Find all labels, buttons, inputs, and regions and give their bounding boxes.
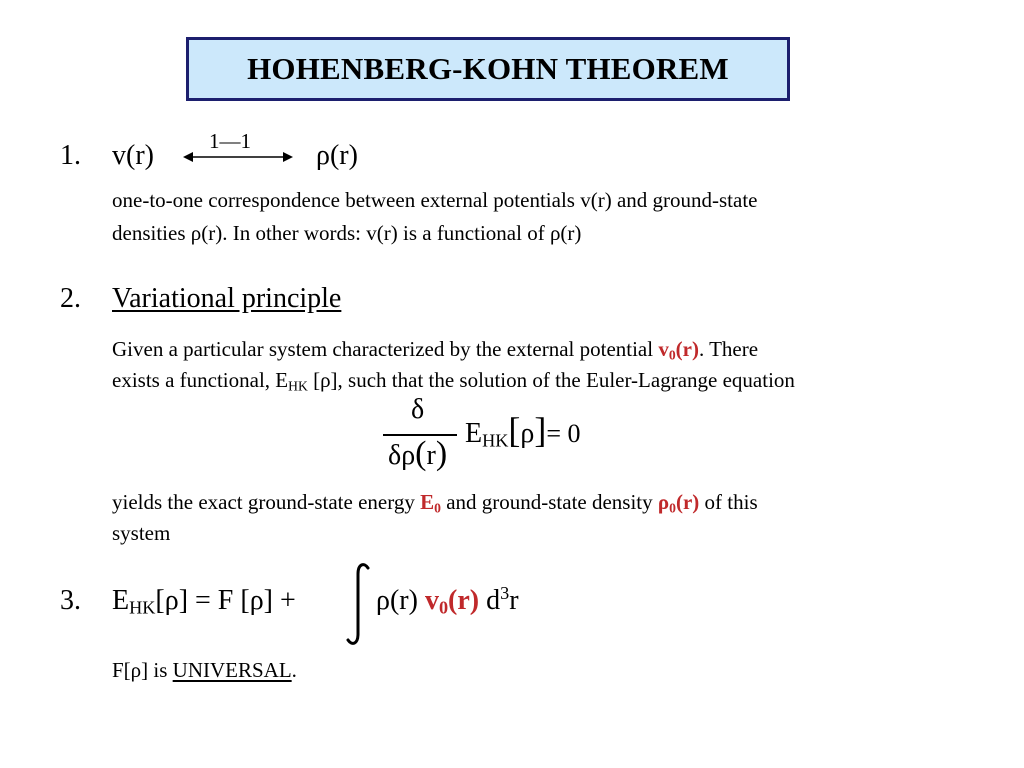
item1-number: 1.	[60, 140, 81, 171]
item3-equation-right: ρ(r) $v_0(r)$ $d^3r$	[376, 583, 519, 618]
integral-icon	[344, 562, 374, 646]
item2-p1-text: Given a particular system characterized by the external potential	[112, 337, 659, 361]
equation-denominator: δρ(r)	[388, 435, 448, 472]
equation-functional: $E_{HK}[\rho]= 0$	[465, 410, 581, 451]
item2-p1-end: . There	[698, 337, 759, 361]
double-arrow-icon	[183, 150, 293, 164]
v0r-symbol: $v_0(r)$	[424, 585, 480, 618]
item2-paragraph-line2: exists a functional, $E_{HK}$ [ρ], such that the solution of the Euler-Lagrange equation	[112, 368, 795, 394]
item2-number: 2.	[60, 283, 81, 314]
item2-heading: Variational principle	[112, 283, 342, 314]
equation-numerator: δ	[411, 394, 425, 425]
item1-arrow-label: 1—1	[209, 129, 251, 153]
item1-text-line1: one-to-one correspondence between external potentials v(r) and ground-state	[112, 188, 758, 212]
title-box	[186, 37, 790, 101]
item3-equation-left: $E_{HK}[\rho] = F$ [ρ] +	[112, 585, 296, 618]
item2-paragraph-line1	[112, 337, 758, 362]
rho0-symbol: $\rho_0(r)$	[657, 490, 700, 516]
v0-symbol: $v_0(r)$	[658, 337, 699, 363]
universal-note: F[ρ] is UNIVERSAL.	[112, 658, 297, 682]
item1-rhs: ρ(r)	[316, 140, 358, 171]
item3-number: 3.	[60, 585, 81, 616]
item1-lhs: v(r)	[112, 140, 154, 171]
E0-symbol: $E_0$	[420, 490, 441, 516]
item2-paragraph-line4: system	[112, 521, 171, 545]
slide-title: HOHENBERG-KOHN THEOREM	[247, 51, 729, 86]
item1-text-line2: densities ρ(r). In other words: v(r) is a functional of ρ(r)	[112, 221, 582, 245]
item2-paragraph-line3: yields the exact ground-state energy $E_0$ and ground-state density $\rho_0(r)$ of this	[112, 490, 758, 516]
